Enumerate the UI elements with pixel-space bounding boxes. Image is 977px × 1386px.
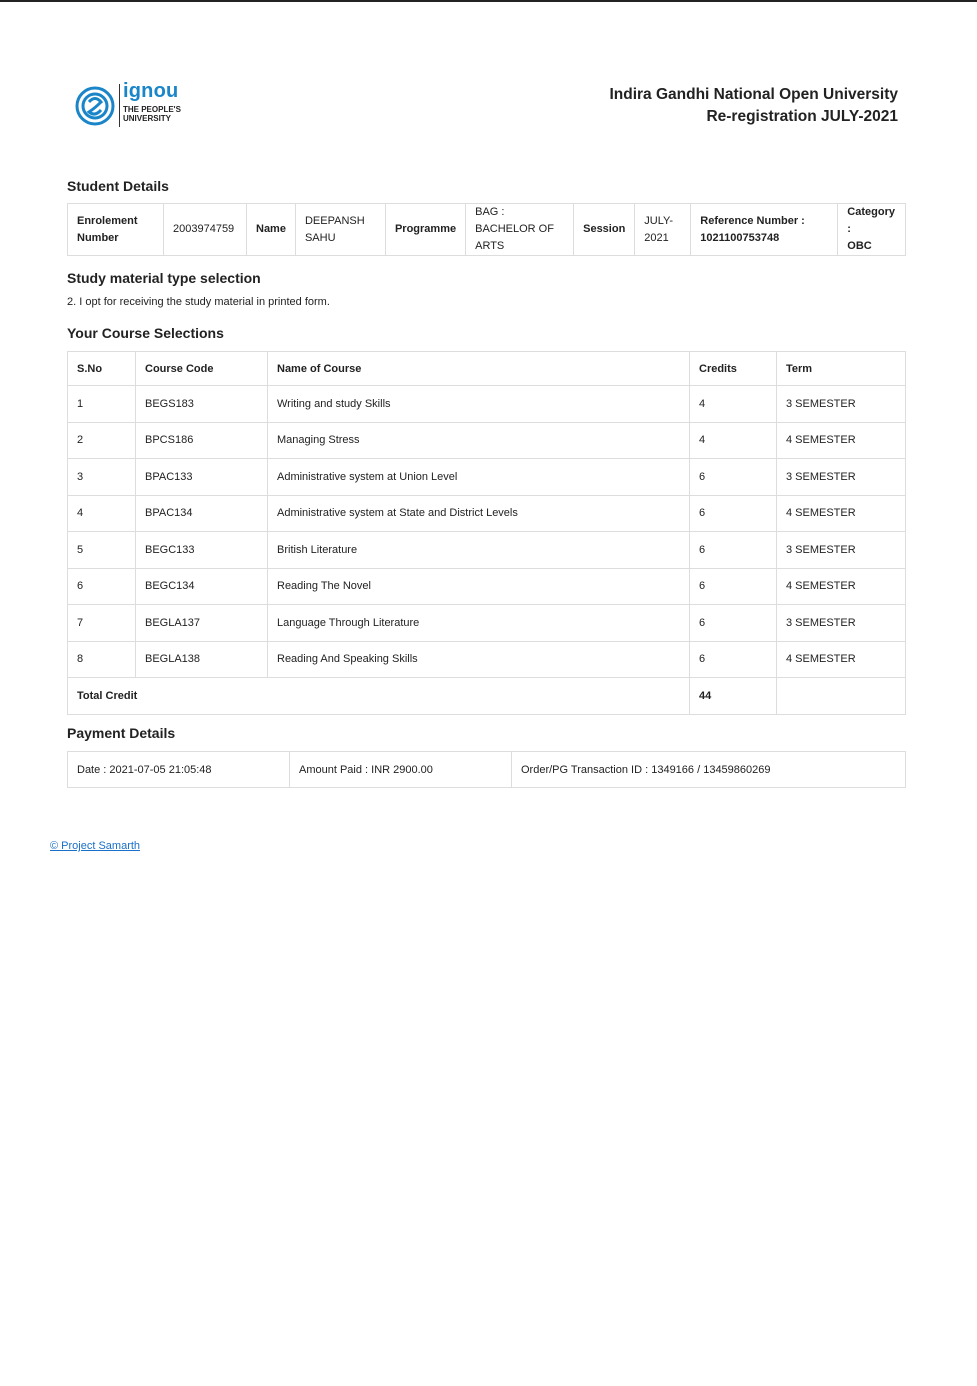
payment-details-heading: Payment Details xyxy=(67,725,176,741)
course-sno: 8 xyxy=(68,641,136,678)
programme-label: Programme xyxy=(385,204,465,256)
reference-label: Reference Number : xyxy=(700,214,805,227)
study-material-text: 2. I opt for receiving the study material in printed form. xyxy=(67,296,330,308)
course-credits: 4 xyxy=(690,422,777,459)
course-term: 4 SEMESTER xyxy=(777,568,906,605)
course-credits: 6 xyxy=(690,605,777,642)
logo-wordmark: ignou xyxy=(123,80,179,102)
payment-details-table xyxy=(67,751,906,788)
course-sno: 6 xyxy=(68,568,136,605)
course-name: Administrative system at State and District Levels xyxy=(268,495,690,532)
course-row xyxy=(68,605,906,642)
course-row xyxy=(68,386,906,423)
course-term: 3 SEMESTER xyxy=(777,459,906,496)
course-credits: 4 xyxy=(690,386,777,423)
study-material-heading: Study material type selection xyxy=(67,270,261,286)
university-title xyxy=(609,84,898,128)
course-sno: 5 xyxy=(68,532,136,569)
course-term: 4 SEMESTER xyxy=(777,641,906,678)
course-sno: 4 xyxy=(68,495,136,532)
course-sno: 1 xyxy=(68,386,136,423)
course-selections-table xyxy=(67,351,906,715)
total-credit-label: Total Credit xyxy=(68,678,690,715)
course-term: 3 SEMESTER xyxy=(777,532,906,569)
course-code: BEGS183 xyxy=(136,386,268,423)
course-code: BEGLA138 xyxy=(136,641,268,678)
course-sno: 2 xyxy=(68,422,136,459)
course-name: Managing Stress xyxy=(268,422,690,459)
student-details-heading: Student Details xyxy=(67,178,169,194)
course-name: Writing and study Skills xyxy=(268,386,690,423)
session-label: Session xyxy=(574,204,635,256)
category-value: OBC xyxy=(847,240,872,252)
course-selections-heading: Your Course Selections xyxy=(67,325,224,341)
course-term: 3 SEMESTER xyxy=(777,605,906,642)
col-course-name: Name of Course xyxy=(268,352,690,386)
name-label: Name xyxy=(247,204,296,256)
payment-transaction: Order/PG Transaction ID : 1349166 / 13459860269 xyxy=(512,752,906,788)
page-header xyxy=(67,80,898,140)
course-code: BPCS186 xyxy=(136,422,268,459)
course-credits: 6 xyxy=(690,459,777,496)
course-code: BEGC134 xyxy=(136,568,268,605)
category-cell xyxy=(838,204,906,256)
course-row xyxy=(68,641,906,678)
name-value: DEEPANSH SAHU xyxy=(295,204,385,256)
category-label: Category : xyxy=(847,206,895,235)
course-name: British Literature xyxy=(268,532,690,569)
reference-cell xyxy=(691,204,838,256)
student-details-table xyxy=(67,203,906,256)
course-sno: 7 xyxy=(68,605,136,642)
course-term: 4 SEMESTER xyxy=(777,495,906,532)
course-sno: 3 xyxy=(68,459,136,496)
session-value: JULY-2021 xyxy=(635,204,691,256)
course-code: BEGLA137 xyxy=(136,605,268,642)
course-credits: 6 xyxy=(690,568,777,605)
course-name: Reading And Speaking Skills xyxy=(268,641,690,678)
course-credits: 6 xyxy=(690,532,777,569)
course-term: 3 SEMESTER xyxy=(777,386,906,423)
reference-value: 1021100753748 xyxy=(700,231,780,244)
course-name: Administrative system at Union Level xyxy=(268,459,690,496)
col-sno: S.No xyxy=(68,352,136,386)
university-name: Indira Gandhi National Open University xyxy=(609,86,898,103)
registration-title: Re-registration JULY-2021 xyxy=(706,108,898,125)
course-row xyxy=(68,422,906,459)
course-credits: 6 xyxy=(690,495,777,532)
course-code: BPAC134 xyxy=(136,495,268,532)
ignou-emblem-icon xyxy=(75,86,117,128)
course-credits: 6 xyxy=(690,641,777,678)
enrolment-label: Enrolement Number xyxy=(68,204,164,256)
course-name: Language Through Literature xyxy=(268,605,690,642)
col-credits: Credits xyxy=(690,352,777,386)
col-course-code: Course Code xyxy=(136,352,268,386)
programme-value: BAG : BACHELOR OF ARTS xyxy=(466,204,574,256)
payment-date: Date : 2021-07-05 21:05:48 xyxy=(68,752,290,788)
course-header-row xyxy=(68,352,906,386)
course-code: BPAC133 xyxy=(136,459,268,496)
course-code: BEGC133 xyxy=(136,532,268,569)
total-credit-value: 44 xyxy=(690,678,777,715)
logo-tagline: THE PEOPLE'S UNIVERSITY xyxy=(123,105,181,123)
course-name: Reading The Novel xyxy=(268,568,690,605)
project-samarth-link[interactable]: © Project Samarth xyxy=(50,840,141,852)
ignou-logo xyxy=(75,80,195,130)
enrolment-value: 2003974759 xyxy=(164,204,247,256)
course-row xyxy=(68,532,906,569)
course-row xyxy=(68,568,906,605)
course-term: 4 SEMESTER xyxy=(777,422,906,459)
col-term: Term xyxy=(777,352,906,386)
course-row xyxy=(68,459,906,496)
total-credit-row xyxy=(68,678,906,715)
course-row xyxy=(68,495,906,532)
payment-amount: Amount Paid : INR 2900.00 xyxy=(290,752,512,788)
